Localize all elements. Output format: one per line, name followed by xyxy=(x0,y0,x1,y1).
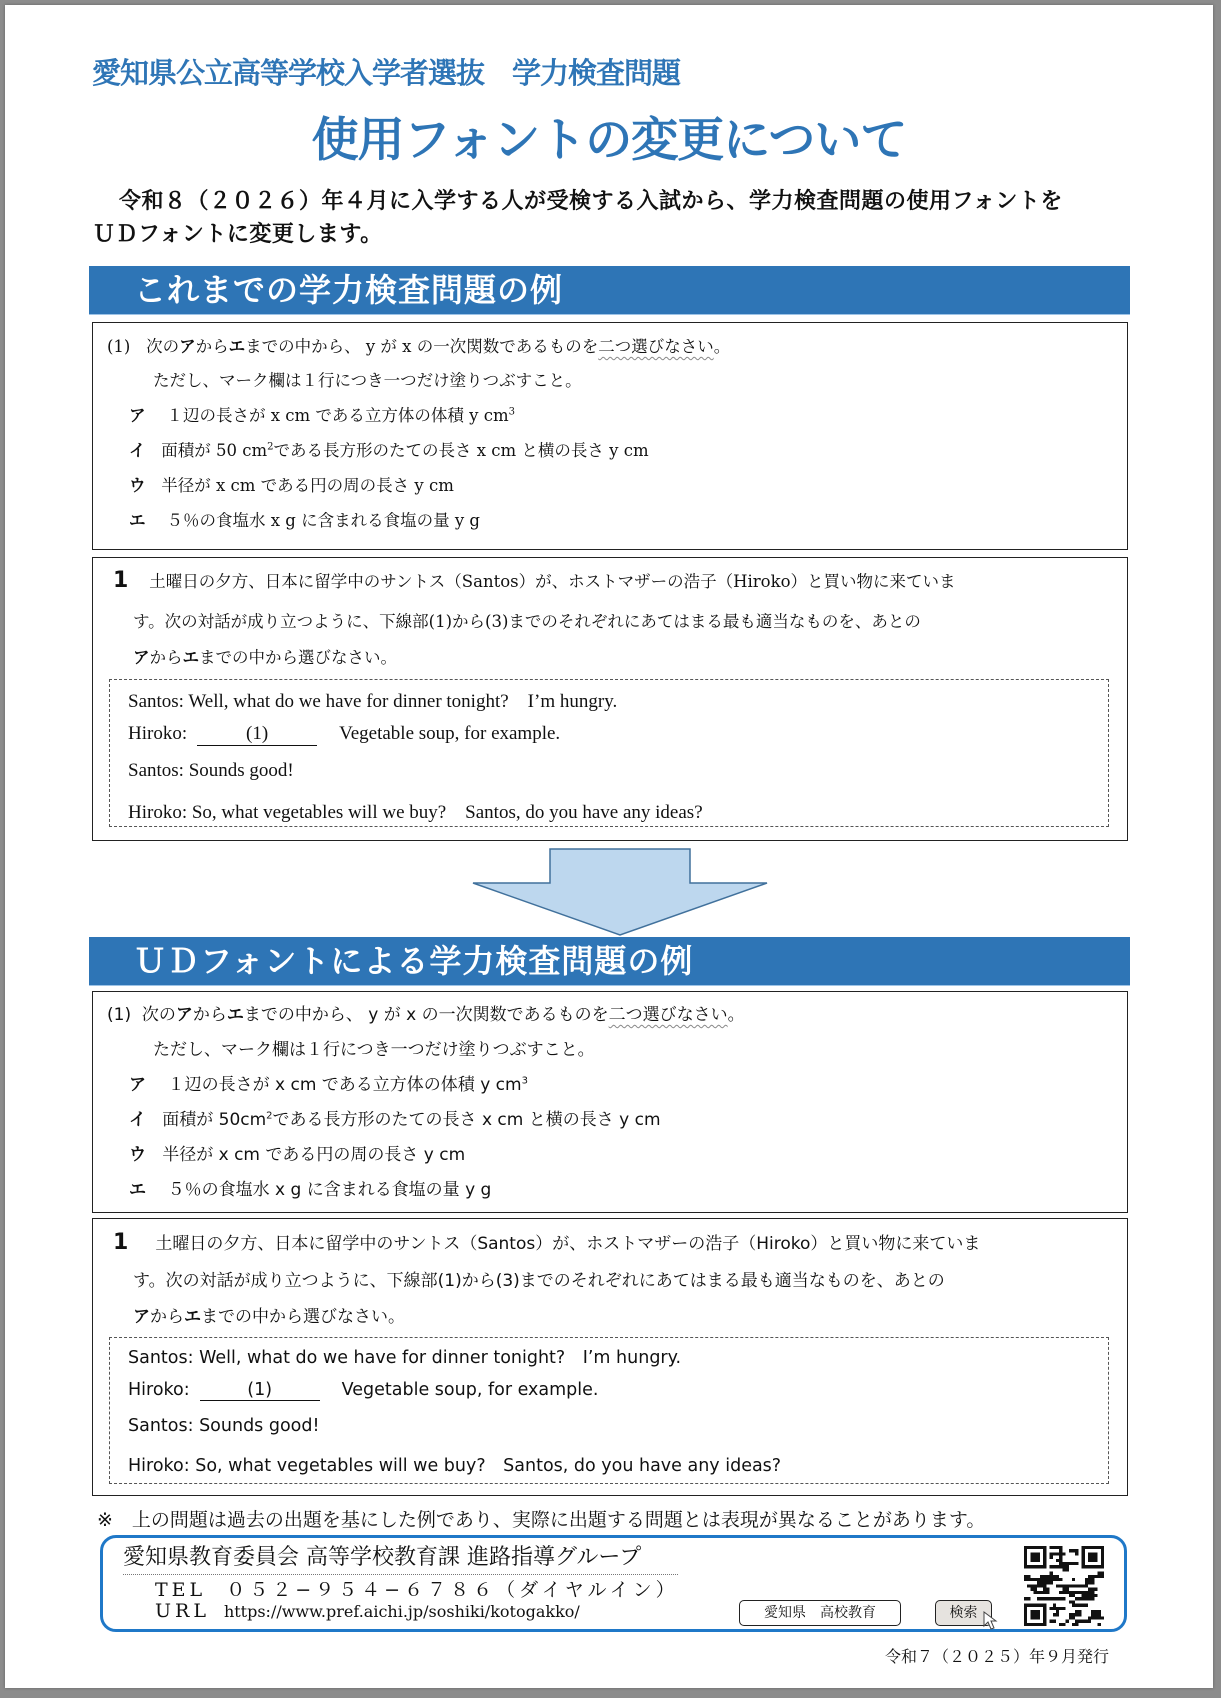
document-title: 使用フォントの変更について xyxy=(311,113,907,168)
option-ref-e: エ xyxy=(228,337,246,356)
url-label: URL xyxy=(155,1600,210,1622)
question-number: (1) xyxy=(107,1005,132,1025)
down-arrow-icon xyxy=(470,847,770,937)
document-page xyxy=(5,5,1213,1688)
instruction-text: までの中から選びなさい。 xyxy=(201,1307,405,1327)
intro-line-1: 令和８（２０２６）年４月に入学する人が受検する入試から、学力検査問題の使用フォントを xyxy=(119,189,1063,214)
option-text: 半径が x cm である円の周の長さ y cm xyxy=(162,1145,466,1165)
section-heading-current xyxy=(89,266,1130,314)
mouse-pointer-icon xyxy=(983,1611,1001,1631)
math-option xyxy=(129,1140,465,1165)
document-subtitle: 愛知県公立高等学校入学者選抜 学力検査問題 xyxy=(92,56,681,90)
superscript: 3 xyxy=(521,1075,528,1087)
dialog-line: Hiroko: So, what vegetables will we buy? Santos, do you have any ideas? xyxy=(128,802,703,823)
organization-name: 愛知県教育委員会 高等学校教育課 進路指導グループ xyxy=(123,1540,678,1575)
section-heading-text: これまでの学力検査問題の例 xyxy=(134,271,564,309)
qr-code-icon[interactable] xyxy=(1023,1546,1105,1626)
math-example-current xyxy=(92,322,1128,550)
instruction-text: までの中から選びなさい。 xyxy=(199,648,397,667)
option-text: １辺の長さが x cm である立方体の体積 y cm xyxy=(167,1075,522,1095)
english-instruction-line: す。次の対話が成り立つように、下線部(1)から(3)までのそれぞれにあてはまる最も適当なものを、あとの xyxy=(133,612,921,631)
tel-label: TEL xyxy=(155,1579,207,1601)
option-ref-a: ア xyxy=(179,337,196,356)
math-option xyxy=(129,437,649,461)
instruction-text: から xyxy=(149,648,183,667)
english-instruction-line xyxy=(133,644,397,668)
emphasized-instruction: 二つ選びなさい xyxy=(598,337,714,356)
question-text: から xyxy=(195,337,229,356)
option-text: 半径が x cm である円の周の長さ y cm xyxy=(161,476,454,495)
math-question xyxy=(107,333,730,357)
dialog-box xyxy=(109,1337,1109,1484)
option-label: ア xyxy=(129,406,146,425)
dialog-line xyxy=(128,1380,598,1401)
dialog-line: Hiroko: So, what vegetables will we buy? Santos, do you have any ideas? xyxy=(128,1456,782,1476)
issue-date: 令和７（２０２５）年９月発行 xyxy=(884,1647,1109,1666)
english-instruction-line xyxy=(133,1302,405,1327)
question-text: 。 xyxy=(713,337,731,356)
intro-line-2: ＵＤフォントに変更します。 xyxy=(93,222,383,247)
dialog-box xyxy=(109,679,1109,827)
english-instruction-line xyxy=(113,1229,980,1255)
option-ref-e: エ xyxy=(226,1005,244,1025)
option-label: ア xyxy=(129,1075,146,1095)
question-text: 次の xyxy=(146,337,180,356)
option-label: イ xyxy=(129,441,146,460)
speaker: Hiroko: xyxy=(128,1380,190,1400)
section-heading-ud xyxy=(89,937,1130,985)
math-example-ud xyxy=(92,991,1128,1213)
speaker: Hiroko: xyxy=(128,723,188,744)
option-ref-a: ア xyxy=(133,648,150,667)
english-instruction-line: す。次の対話が成り立つように、下線部(1)から(3)までのそれぞれにあてはまる最も適当なものを、あとの xyxy=(133,1271,945,1291)
search-query-box[interactable]: 愛知県 高校教育 xyxy=(739,1600,901,1626)
option-label: ウ xyxy=(129,476,146,495)
option-label: エ xyxy=(129,511,146,530)
answer-blank: (1) xyxy=(200,1380,320,1401)
option-text: である長方形のたての長さ x cm と横の長さ y cm xyxy=(272,1110,661,1130)
dialog-line xyxy=(128,723,560,746)
instruction-text: 土曜日の夕方、日本に留学中のサントス（Santos）が、ホストマザーの浩子（Hiroko）と買い物に来ていま xyxy=(155,1234,981,1254)
phone-number xyxy=(155,1575,679,1602)
option-text: ５％の食塩水 x g に含まれる食塩の量 y g xyxy=(167,1180,492,1200)
intro-paragraph xyxy=(93,185,1153,251)
website-url xyxy=(155,1600,580,1622)
instruction-text: 土曜日の夕方、日本に留学中のサントス（Santos）が、ホストマザーの浩子（Hiroko）と買い物に来ていま xyxy=(149,572,956,591)
math-question xyxy=(107,1000,745,1025)
tel-value: ０５２−９５４−６７８６（ダイヤルイン） xyxy=(226,1579,679,1601)
option-text: 面積が 50cm xyxy=(162,1110,267,1130)
question-text: までの中から、 y が x の一次関数であるものを xyxy=(243,1005,609,1025)
option-label: ウ xyxy=(129,1145,146,1165)
math-note: ただし、マーク欄は１行につき一つだけ塗りつぶすこと。 xyxy=(153,371,582,390)
english-instruction-line xyxy=(113,568,956,593)
option-text: １辺の長さが x cm である立方体の体積 y cm xyxy=(166,406,509,425)
answer-blank: (1) xyxy=(197,723,317,746)
superscript: 2 xyxy=(267,441,274,453)
option-label: イ xyxy=(129,1110,146,1130)
instruction-text: から xyxy=(150,1307,184,1327)
dialog-text: Vegetable soup, for example. xyxy=(341,1380,599,1400)
option-ref-e: エ xyxy=(184,1307,201,1327)
emphasized-instruction: 二つ選びなさい xyxy=(608,1005,728,1025)
question-number: (1) xyxy=(107,337,131,356)
disclaimer-note: ※ 上の問題は過去の出題を基にした例であり、実際に出題する問題とは表現が異なることがあります。 xyxy=(97,1509,986,1531)
math-option xyxy=(129,1175,491,1200)
section-heading-text: ＵＤフォントによる学力検査問題の例 xyxy=(134,942,694,980)
math-option xyxy=(129,507,480,531)
question-text: から xyxy=(192,1005,227,1025)
superscript: 3 xyxy=(508,406,515,418)
math-option xyxy=(129,472,454,496)
dialog-line: Santos: Well, what do we have for dinner tonight? I’m hungry. xyxy=(128,1348,682,1368)
question-number: 1 xyxy=(113,568,129,593)
question-number: 1 xyxy=(113,1230,129,1255)
option-ref-a: ア xyxy=(175,1005,193,1025)
url-link[interactable]: https://www.pref.aichi.jp/soshiki/kotogakko/ xyxy=(223,1602,580,1621)
question-text: までの中から、 y が x の一次関数であるものを xyxy=(245,337,599,356)
math-option xyxy=(129,402,515,426)
option-label: エ xyxy=(129,1180,146,1200)
english-example-current xyxy=(92,557,1128,841)
option-text: ５％の食塩水 x g に含まれる食塩の量 y g xyxy=(166,511,480,530)
search-button[interactable]: 検索 xyxy=(935,1600,992,1626)
option-text: である長方形のたての長さ x cm と横の長さ y cm xyxy=(273,441,649,460)
contact-box xyxy=(100,1535,1127,1632)
superscript: 2 xyxy=(266,1110,273,1122)
option-text: 面積が 50 cm xyxy=(161,441,268,460)
dialog-line: Santos: Sounds good! xyxy=(128,1416,320,1436)
question-text: 。 xyxy=(727,1005,745,1025)
math-option xyxy=(129,1070,528,1095)
dialog-line: Santos: Sounds good! xyxy=(128,760,294,781)
question-text: 次の xyxy=(141,1005,176,1025)
math-option xyxy=(129,1105,661,1130)
math-note: ただし、マーク欄は１行につき一つだけ塗りつぶすこと。 xyxy=(153,1040,595,1060)
dialog-line: Santos: Well, what do we have for dinner tonight? I’m hungry. xyxy=(128,691,618,712)
option-ref-e: エ xyxy=(182,648,199,667)
english-example-ud xyxy=(92,1218,1128,1496)
option-ref-a: ア xyxy=(133,1307,150,1327)
dialog-text: Vegetable soup, for example. xyxy=(339,723,561,744)
